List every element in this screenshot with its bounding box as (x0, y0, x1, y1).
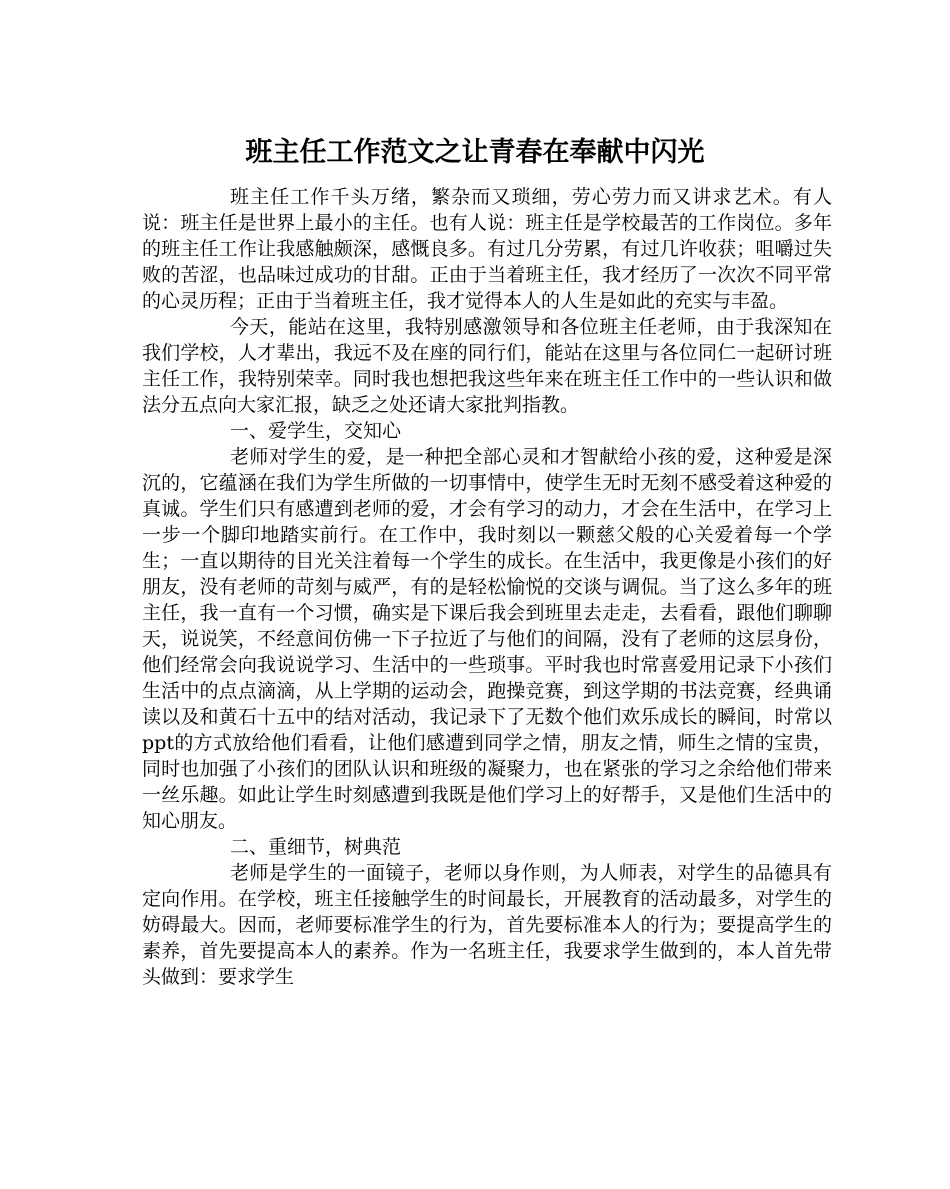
document-body (142, 184, 832, 990)
document-title: 班主任工作范文之让青春在奉献中闪光 (245, 137, 705, 168)
paragraph-section-1: 老师对学生的爱，是一种把全部心灵和才智献给小孩的爱，这种爱是深沉的，它蕴涵在我们为学生所做的一切事情中，使学生无时无刻不感受着这种爱的真诚。学生们只有感遭到老师的爱，才会有学习的动力，才会在生活中，在学习上一步一个脚印地踏实前行。在工作中，我时刻以一颗慈父般的心关爱着每一个学生；一直以期待的目光关注着每一个学生的成长。在生活中，我更像是小孩们的好朋友，没有老师的苛刻与威严，有的是轻松愉悦的交谈与调侃。当了这么多年的班主任，我一直有一个习惯，确实是下课后我会到班里去走走，去看看，跟他们聊聊天，说说笑，不经意间仿佛一下子拉近了与他们的间隔，没有了老师的这层身份，他们经常会向我说说学习、生活中的一些琐事。平时我也时常喜爱用记录下小孩们生活中的点点滴滴，从上学期的运动会，跑操竞赛，到这学期的书法竞赛，经典诵读以及和黄石十五中的结对活动，我记录下了无数个他们欢乐成长的瞬间，时常以ppt的方式放给他们看看，让他们感遭到同学之情，朋友之情，师生之情的宝贵，同时也加强了小孩们的团队认识和班级的凝聚力，也在紧张的学习之余给他们带来一丝乐趣。如此让学生时刻感遭到我既是他们学习上的好帮手，又是他们生活中的知心朋友。 (142, 446, 832, 832)
paragraph-section-2: 老师是学生的一面镜子，老师以身作则，为人师表，对学生的品德具有定向作用。在学校，班主任接触学生的时间最长，开展教育的活动最多，对学生的妨碍最大。因而，老师要标准学生的行为，首先要标准本人的行为；要提高学生的素养，首先要提高本人的素养。作为一名班主任，我要求学生做到的，本人首先带头做到：要求学生 (142, 862, 832, 988)
paragraph-thanks: 今天，能站在这里，我特别感激领导和各位班主任老师，由于我深知在我们学校，人才辈出，我远不及在座的同行们，能站在这里与各位同仁一起研讨班主任工作，我特别荣幸。同时我也想把我这些年来在班主任工作中的一些认识和做法分五点向大家汇报，缺乏之处还请大家批判指教。 (142, 316, 832, 416)
section-heading-2: 二、重细节，树典范 (230, 836, 402, 858)
section-heading-1: 一、爱学生，交知心 (230, 420, 402, 442)
paragraph-intro: 班主任工作千头万绪，繁杂而又琐细，劳心劳力而又讲求艺术。有人说：班主任是世界上最小的主任。也有人说：班主任是学校最苦的工作岗位。多年的班主任工作让我感触颇深，感慨良多。有过几分劳累，有过几许收获；咀嚼过失败的苦涩，也品味过成功的甘甜。正由于当着班主任，我才经历了一次次不同平常的心灵历程；正由于当着班主任，我才觉得本人的人生是如此的充实与丰盈。 (142, 186, 832, 312)
